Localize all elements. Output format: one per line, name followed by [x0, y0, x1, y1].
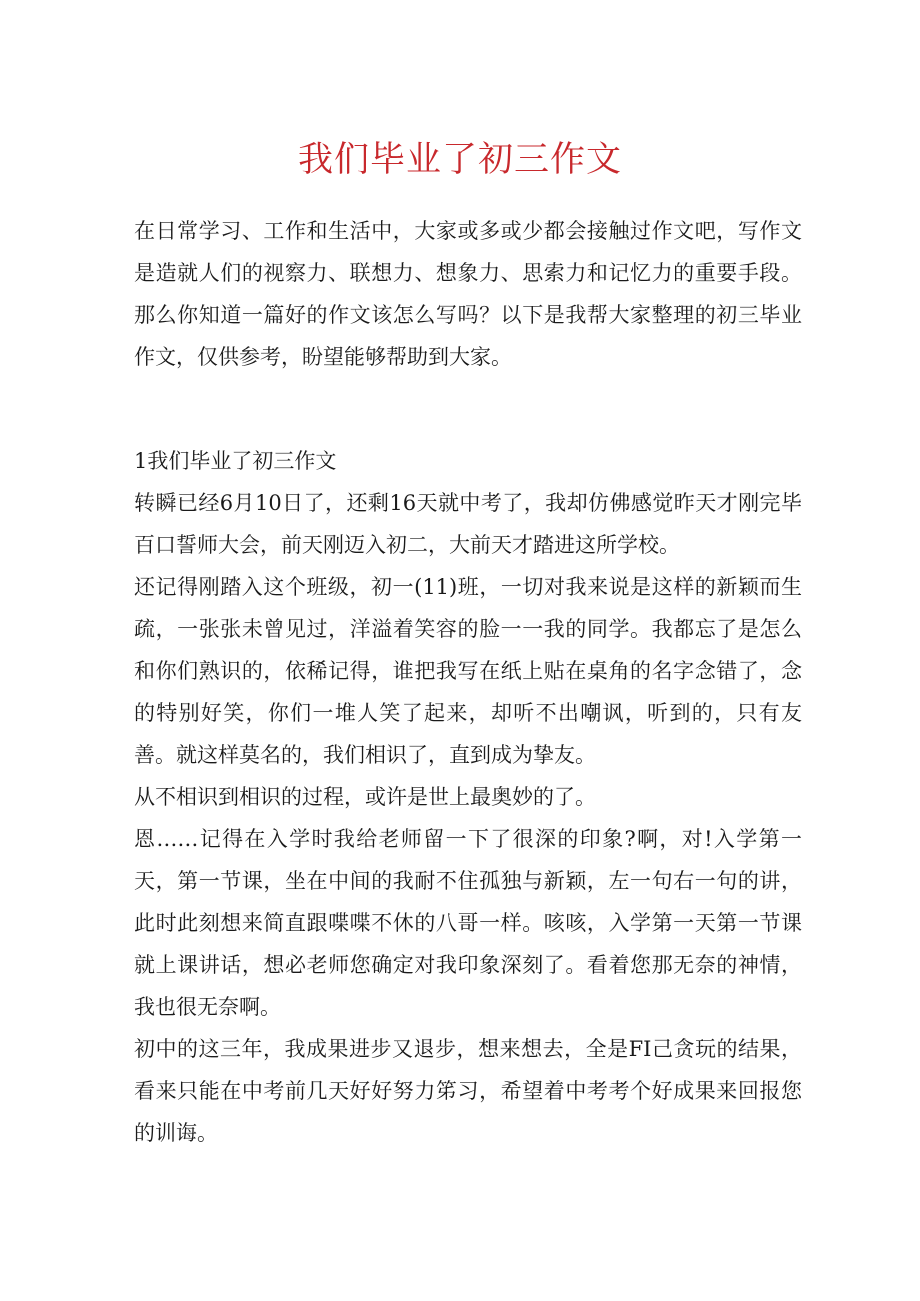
body-paragraph: 初中的这三年，我成果进步又退步，想来想去，全是FI己贪玩的结果，看来只能在中考前几天好好努力笫习，希望着中考考个好成果来回报您的训诲。	[134, 1037, 802, 1145]
body-paragraph: 转瞬已经6月10日了，还剩16天就中考了，我却仿佛感觉昨天才刚完毕百口誓师大会，前天刚迈入初二，大前天才踏进这所学校。	[134, 491, 802, 557]
document-title: 我们毕业了初三作文	[297, 140, 622, 180]
body-paragraph: 从不相识到相识的过程，或许是世上最奥妙的了。	[134, 785, 596, 809]
document-body	[134, 210, 802, 1154]
body-paragraph: 还记得刚踏入这个班级，初一(11)班，一切对我来说是这样的新颖而生疏，一张张未曾见过，洋溢着笑容的脸一一我的同学。我都忘了是怎么和你们熟识的，依稀记得，谁把我写在纸上贴在桌角的名字念错了，念的特别好笑，你们一堆人笑了起来，却听不出嘲讽，听到的，只有友善。就这样莫名的，我们相识了，直到成为挚友。	[134, 575, 802, 767]
intro-paragraph: 在日常学习、工作和生活中，大家或多或少都会接触过作文吧，写作文是造就人们的视察力、联想力、想象力、思索力和记忆力的重要手段。那么你知道一篇好的作文该怎么写吗？以下是我帮大家整理的初三毕业作文，仅供参考，盼望能够帮助到大家。	[134, 219, 802, 369]
section-heading: 1我们毕业了初三作文	[134, 449, 337, 473]
body-paragraph: 恩……记得在入学时我给老师留一下了很深的印象?啊，对!入学第一天，第一节课，坐在中间的我耐不住孤独与新颖，左一句右一句的讲，此时此刻想来简直跟喋喋不休的八哥一样。咳咳，入学第一天第一节课就上课讲话，想必老师您确定对我印象深刻了。看着您那无奈的神情，我也很无奈啊。	[134, 827, 802, 1019]
